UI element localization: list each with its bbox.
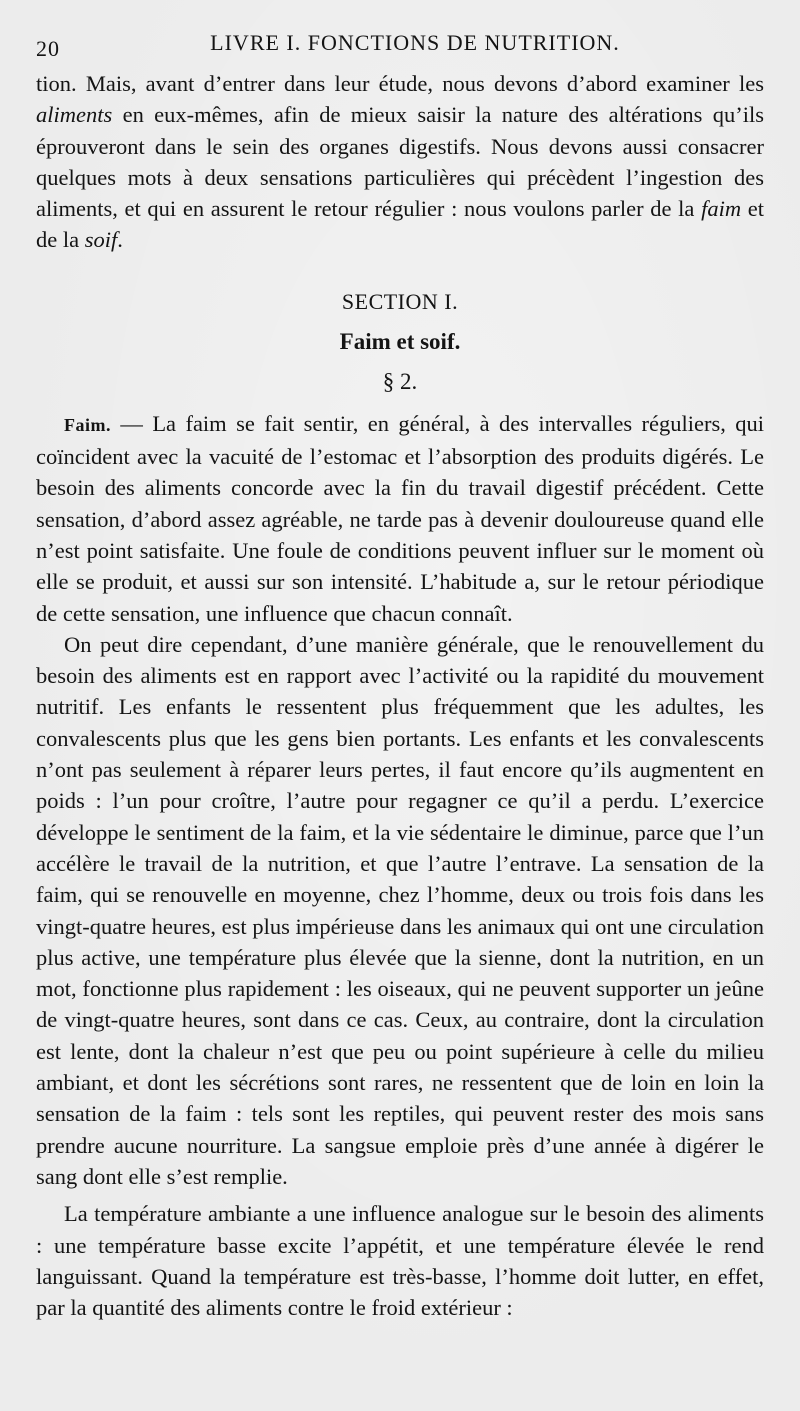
emphasis-aliments: aliments <box>36 102 113 128</box>
paragraph-faim-text: La faim se fait sentir, en général, à des intervalles réguliers, qui coïncident avec la vacuité de l’estomac et l’absorption des produits digérés. Le besoin des aliments concorde avec la fin du travail digestif précédent. Cette sensation, d’abord assez agréable, ne tarde pas à devenir douloureuse quand elle n’est point satisfaite. Une foule de conditions peuvent influer sur le moment où elle se produit, et aussi sur son intensité. L’habitude a, sur le retour périodique de cette sensation, une influence que chacun connaît. <box>36 410 765 626</box>
page-number: 20 <box>36 36 60 61</box>
paragraph-3: La température ambiante a une influence analogue sur le besoin des aliments : une température basse excite l’appétit, et une température élevée le rend languissant. Quand la température est très-basse, l’homme doit lutter, en effet, par la quantité des aliments contre le froid extérieur : <box>36 1201 764 1321</box>
run-in-heading-faim: Faim. <box>64 414 111 435</box>
paragraph-2: On peut dire cependant, d’une manière générale, que le renouvellement du besoin des aliments est en rapport avec l’activité ou la rapidité du mouvement nutritif. Les enfants le ressentent plus fréquemment que les adultes, les convalescents plus que les gens bien portants. Les enfants et les convalescents n’ont pas seulement à réparer leurs pertes, il faut encore qu’ils augmentent en poids : l’un pour croître, l’autre pour regagner ce qu’il a perdu. L’exercice développe le sentiment de la faim, et la vie sédentaire le diminue, parce que l’un accélère le travail de la nutrition, et que l’autre l’entrave. La sensation de la faim, qui se renouvelle en moyenne, chez l’homme, deux ou trois fois dans les vingt-quatre heures, est plus impérieuse dans les animaux qui ont une circulation plus active, une température plus élevée que la sienne, dont la nutrition, en un mot, fonctionne plus rapidement : les oiseaux, qui ne peuvent supporter un jeûne de vingt-quatre heures, sont dans ce cas. Ceux, au contraire, dont la circulation est lente, dont la chaleur n’est que peu ou point supérieure à celle du milieu ambiant, et dont les sécrétions sont rares, ne ressentent que de loin en loin la sensation de la faim : tels sont les reptiles, qui peuvent rester des mois sans prendre aucune nourriture. La sangsue emploie près d’une année à digérer le sang dont elle s’est remplie. <box>36 631 764 1189</box>
opening-text-4: . <box>117 227 123 253</box>
page-body <box>36 68 764 1323</box>
run-in-dash: — <box>111 410 153 436</box>
emphasis-soif: soif <box>84 227 118 253</box>
running-title: LIVRE I. FONCTIONS DE NUTRITION. <box>210 30 620 55</box>
opening-text-3: et de la <box>36 196 764 253</box>
section-mark: § 2. <box>382 368 418 394</box>
running-head <box>36 30 764 64</box>
opening-text-2: en eux-mêmes, afin de mieux saisir la nature des altérations qu’ils éprouveront dans le sein des organes digestifs. Nous devons aussi consacrer quelques mots à deux sensations particulières qui précèdent l’ingestion des aliments, et qui en assurent le retour régulier : nous voulons parler de la <box>36 102 764 222</box>
opening-text-1: tion. Mais, avant d’entrer dans leur étude, nous devons d’abord examiner les <box>36 71 764 96</box>
section-title: SECTION I. <box>341 288 459 314</box>
section-subtitle: Faim et soif. <box>339 328 461 354</box>
opening-paragraph <box>36 68 764 256</box>
paragraph-faim <box>36 408 764 629</box>
emphasis-faim: faim <box>701 196 742 222</box>
